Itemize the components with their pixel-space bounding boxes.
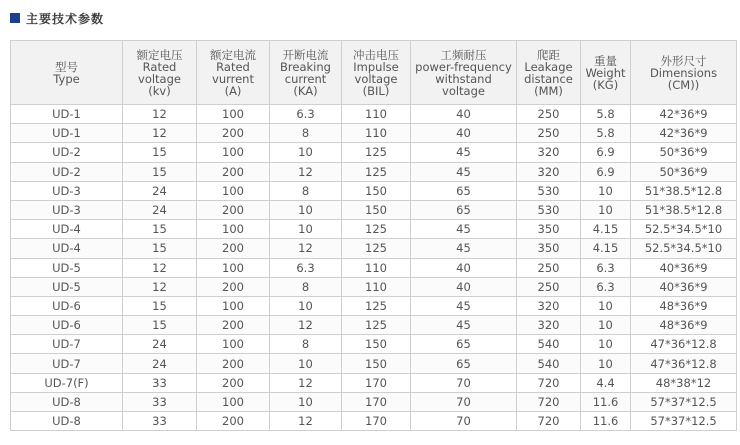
table-cell: 6.3 bbox=[270, 258, 342, 277]
table-cell: 170 bbox=[342, 392, 411, 411]
table-row bbox=[11, 412, 737, 431]
column-header-line: Dimensions bbox=[649, 65, 718, 80]
table-cell: 40 bbox=[411, 277, 517, 296]
table-cell: 12 bbox=[270, 239, 342, 258]
table-cell: 40*36*9 bbox=[631, 277, 737, 296]
table-cell: UD-2 bbox=[11, 143, 123, 162]
table-row bbox=[11, 316, 737, 335]
table-cell: UD-2 bbox=[11, 162, 123, 181]
column-header-line: voltage bbox=[354, 71, 398, 86]
table-cell: 125 bbox=[342, 220, 411, 239]
table-cell: 100 bbox=[197, 335, 270, 354]
table-cell: 200 bbox=[197, 373, 270, 392]
column-header bbox=[11, 41, 123, 105]
title-marker bbox=[10, 13, 20, 23]
table-cell: 10 bbox=[581, 354, 631, 373]
table-row bbox=[11, 258, 737, 277]
table-cell: 70 bbox=[411, 373, 517, 392]
table-cell: UD-3 bbox=[11, 181, 123, 200]
table-row bbox=[11, 143, 737, 162]
table-cell: 150 bbox=[342, 181, 411, 200]
table-cell: 320 bbox=[517, 143, 581, 162]
table-cell: 250 bbox=[517, 124, 581, 143]
column-header-line: 冲击电压 bbox=[353, 47, 399, 62]
table-cell: 45 bbox=[411, 296, 517, 315]
table-cell: 720 bbox=[517, 392, 581, 411]
column-header bbox=[411, 41, 517, 105]
column-header-line: 额定电流 bbox=[210, 47, 256, 62]
column-header-line: Rated bbox=[142, 59, 177, 74]
column-header-line: (CM)) bbox=[667, 77, 700, 92]
column-header-line: (BIL) bbox=[362, 83, 390, 98]
table-cell: 10 bbox=[581, 335, 631, 354]
column-header-line: (KA) bbox=[293, 83, 318, 98]
table-cell: UD-8 bbox=[11, 392, 123, 411]
table-cell: 200 bbox=[197, 412, 270, 431]
column-header-line: Leakage bbox=[524, 59, 573, 74]
table-row bbox=[11, 354, 737, 373]
table-cell: 50*36*9 bbox=[631, 143, 737, 162]
table-cell: 200 bbox=[197, 316, 270, 335]
column-header-line: 开断电流 bbox=[282, 47, 329, 62]
table-cell: 170 bbox=[342, 412, 411, 431]
table-cell: 10 bbox=[270, 354, 342, 373]
table-row bbox=[11, 181, 737, 200]
table-cell: 48*36*9 bbox=[631, 296, 737, 315]
table-cell: 250 bbox=[517, 277, 581, 296]
table-cell: 8 bbox=[270, 277, 342, 296]
table-cell: 12 bbox=[123, 258, 197, 277]
table-row bbox=[11, 392, 737, 411]
table-cell: UD-6 bbox=[11, 316, 123, 335]
table-cell: UD-4 bbox=[11, 239, 123, 258]
table-cell: UD-6 bbox=[11, 296, 123, 315]
column-header-line: 重量 bbox=[594, 53, 617, 68]
table-cell: 12 bbox=[123, 105, 197, 124]
table-cell: 42*36*9 bbox=[631, 124, 737, 143]
column-header-line: (kv) bbox=[148, 83, 171, 98]
table-cell: UD-7 bbox=[11, 354, 123, 373]
table-cell: 10 bbox=[581, 316, 631, 335]
table-cell: 57*37*12.5 bbox=[631, 412, 737, 431]
table-cell: 40 bbox=[411, 105, 517, 124]
column-header-line: vurrent bbox=[212, 71, 254, 86]
table-cell: 4.15 bbox=[581, 239, 631, 258]
table-cell: 12 bbox=[270, 373, 342, 392]
column-header bbox=[631, 41, 737, 105]
table-cell: 100 bbox=[197, 143, 270, 162]
table-cell: 70 bbox=[411, 392, 517, 411]
table-cell: 170 bbox=[342, 373, 411, 392]
table-cell: 720 bbox=[517, 373, 581, 392]
table-cell: 530 bbox=[517, 181, 581, 200]
table-cell: UD-8 bbox=[11, 412, 123, 431]
table-cell: 125 bbox=[342, 162, 411, 181]
table-cell: 65 bbox=[411, 181, 517, 200]
table-cell: 540 bbox=[517, 354, 581, 373]
table-cell: 57*37*12.5 bbox=[631, 392, 737, 411]
table-cell: UD-3 bbox=[11, 200, 123, 219]
table-cell: 125 bbox=[342, 239, 411, 258]
column-header-line: voltage bbox=[442, 83, 485, 98]
column-header-line: (MM) bbox=[534, 83, 563, 98]
table-cell: 125 bbox=[342, 296, 411, 315]
section-title: 主要技术参数 bbox=[26, 11, 105, 26]
column-header-line: 型号 bbox=[55, 59, 78, 74]
table-cell: 11.6 bbox=[581, 412, 631, 431]
column-header-line: Breaking bbox=[280, 59, 331, 74]
table-cell: 100 bbox=[197, 105, 270, 124]
table-cell: 45 bbox=[411, 162, 517, 181]
column-header-line: withstand bbox=[435, 71, 492, 86]
table-row bbox=[11, 200, 737, 219]
table-cell: 15 bbox=[123, 239, 197, 258]
column-header-line: Rated bbox=[216, 59, 250, 74]
column-header-line: voltage bbox=[138, 71, 181, 86]
table-body bbox=[11, 105, 737, 431]
column-header-line: Impulse bbox=[353, 59, 399, 74]
table-cell: 5.8 bbox=[581, 105, 631, 124]
table-cell: 15 bbox=[123, 316, 197, 335]
table-cell: 40 bbox=[411, 258, 517, 277]
table-cell: 10 bbox=[581, 181, 631, 200]
table-cell: 6.9 bbox=[581, 143, 631, 162]
table-cell: 540 bbox=[517, 335, 581, 354]
column-header-line: power-frequency bbox=[415, 59, 512, 74]
table-cell: 40*36*9 bbox=[631, 258, 737, 277]
table-cell: 250 bbox=[517, 105, 581, 124]
table-cell: 10 bbox=[270, 220, 342, 239]
table-cell: 110 bbox=[342, 124, 411, 143]
table-cell: 10 bbox=[270, 143, 342, 162]
column-header-line: 爬距 bbox=[537, 47, 560, 62]
table-cell: 8 bbox=[270, 181, 342, 200]
table-cell: 24 bbox=[123, 181, 197, 200]
table-cell: 150 bbox=[342, 200, 411, 219]
table-cell: 47*36*12.8 bbox=[631, 335, 737, 354]
table-row bbox=[11, 239, 737, 258]
table-row bbox=[11, 124, 737, 143]
table-cell: 12 bbox=[270, 162, 342, 181]
column-header-line: distance bbox=[524, 71, 573, 86]
table-cell: 8 bbox=[270, 124, 342, 143]
table-cell: 320 bbox=[517, 316, 581, 335]
table-cell: 200 bbox=[197, 124, 270, 143]
table-cell: 10 bbox=[270, 200, 342, 219]
table-cell: 11.6 bbox=[581, 392, 631, 411]
table-cell: 5.8 bbox=[581, 124, 631, 143]
table-cell: 720 bbox=[517, 412, 581, 431]
column-header bbox=[517, 41, 581, 105]
table-cell: 65 bbox=[411, 335, 517, 354]
table-cell: 100 bbox=[197, 181, 270, 200]
table-cell: 33 bbox=[123, 373, 197, 392]
table-cell: 100 bbox=[197, 258, 270, 277]
table-cell: 4.4 bbox=[581, 373, 631, 392]
column-header bbox=[581, 41, 631, 105]
spec-table bbox=[10, 40, 737, 431]
table-cell: UD-1 bbox=[11, 124, 123, 143]
table-cell: 48*38*12 bbox=[631, 373, 737, 392]
table-cell: 70 bbox=[411, 412, 517, 431]
table-row bbox=[11, 162, 737, 181]
table-cell: 10 bbox=[581, 296, 631, 315]
column-header-line: Type bbox=[53, 71, 80, 86]
table-cell: 12 bbox=[270, 316, 342, 335]
table-cell: 45 bbox=[411, 316, 517, 335]
table-cell: 110 bbox=[342, 258, 411, 277]
table-cell: 24 bbox=[123, 354, 197, 373]
table-cell: 10 bbox=[581, 200, 631, 219]
table-header-row bbox=[11, 41, 737, 105]
table-row bbox=[11, 335, 737, 354]
table-cell: 200 bbox=[197, 162, 270, 181]
table-cell: 45 bbox=[411, 220, 517, 239]
table-cell: 200 bbox=[197, 200, 270, 219]
table-cell: 52.5*34.5*10 bbox=[631, 239, 737, 258]
table-cell: UD-7(F) bbox=[11, 373, 123, 392]
table-row bbox=[11, 296, 737, 315]
table-cell: 12 bbox=[123, 277, 197, 296]
table-cell: 530 bbox=[517, 200, 581, 219]
column-header-line: 额定电压 bbox=[136, 47, 183, 62]
table-row bbox=[11, 373, 737, 392]
table-cell: 50*36*9 bbox=[631, 162, 737, 181]
table-cell: 12 bbox=[123, 124, 197, 143]
table-cell: 100 bbox=[197, 220, 270, 239]
table-cell: 33 bbox=[123, 412, 197, 431]
table-row bbox=[11, 277, 737, 296]
table-cell: 33 bbox=[123, 392, 197, 411]
table-cell: 100 bbox=[197, 296, 270, 315]
table-cell: 125 bbox=[342, 316, 411, 335]
table-cell: 24 bbox=[123, 335, 197, 354]
column-header bbox=[197, 41, 270, 105]
table-cell: UD-7 bbox=[11, 335, 123, 354]
table-cell: 6.3 bbox=[581, 258, 631, 277]
table-cell: 350 bbox=[517, 220, 581, 239]
table-row bbox=[11, 105, 737, 124]
table-cell: 24 bbox=[123, 200, 197, 219]
section-header bbox=[10, 9, 104, 27]
table-cell: 52.5*34.5*10 bbox=[631, 220, 737, 239]
table-cell: 6.9 bbox=[581, 162, 631, 181]
column-header bbox=[270, 41, 342, 105]
table-row bbox=[11, 220, 737, 239]
table-cell: 250 bbox=[517, 258, 581, 277]
column-header-line: Weight bbox=[585, 65, 626, 80]
table-cell: 48*36*9 bbox=[631, 316, 737, 335]
table-cell: 6.3 bbox=[581, 277, 631, 296]
table-cell: 47*36*12.8 bbox=[631, 354, 737, 373]
table-cell: 200 bbox=[197, 239, 270, 258]
table-cell: 4.15 bbox=[581, 220, 631, 239]
table-cell: 65 bbox=[411, 200, 517, 219]
column-header bbox=[123, 41, 197, 105]
table-cell: 45 bbox=[411, 143, 517, 162]
table-cell: 125 bbox=[342, 143, 411, 162]
table-cell: 110 bbox=[342, 277, 411, 296]
table-cell: 320 bbox=[517, 162, 581, 181]
table-cell: 40 bbox=[411, 124, 517, 143]
table-cell: 10 bbox=[270, 296, 342, 315]
table-cell: 320 bbox=[517, 296, 581, 315]
column-header bbox=[342, 41, 411, 105]
table-cell: 200 bbox=[197, 354, 270, 373]
column-header-line: 工频耐压 bbox=[440, 47, 487, 62]
table-cell: UD-4 bbox=[11, 220, 123, 239]
table-cell: 6.3 bbox=[270, 105, 342, 124]
table-cell: 15 bbox=[123, 143, 197, 162]
column-header-line: (KG) bbox=[592, 77, 619, 92]
table-cell: 8 bbox=[270, 335, 342, 354]
table-cell: UD-5 bbox=[11, 258, 123, 277]
table-cell: 10 bbox=[270, 392, 342, 411]
table-cell: 42*36*9 bbox=[631, 105, 737, 124]
table-cell: 15 bbox=[123, 296, 197, 315]
table-cell: 51*38.5*12.8 bbox=[631, 181, 737, 200]
table-cell: 45 bbox=[411, 239, 517, 258]
column-header-line: current bbox=[284, 71, 327, 86]
table-cell: 65 bbox=[411, 354, 517, 373]
table-cell: 12 bbox=[270, 412, 342, 431]
table-cell: 200 bbox=[197, 277, 270, 296]
column-header-line: 外形尺寸 bbox=[660, 53, 707, 68]
table-cell: 15 bbox=[123, 220, 197, 239]
table-cell: UD-5 bbox=[11, 277, 123, 296]
table-cell: 150 bbox=[342, 335, 411, 354]
table-cell: UD-1 bbox=[11, 105, 123, 124]
table-cell: 150 bbox=[342, 354, 411, 373]
table-cell: 100 bbox=[197, 392, 270, 411]
column-header-line: (A) bbox=[224, 83, 242, 98]
table-cell: 110 bbox=[342, 105, 411, 124]
table-cell: 15 bbox=[123, 162, 197, 181]
table-cell: 350 bbox=[517, 239, 581, 258]
table-cell: 51*38.5*12.8 bbox=[631, 200, 737, 219]
